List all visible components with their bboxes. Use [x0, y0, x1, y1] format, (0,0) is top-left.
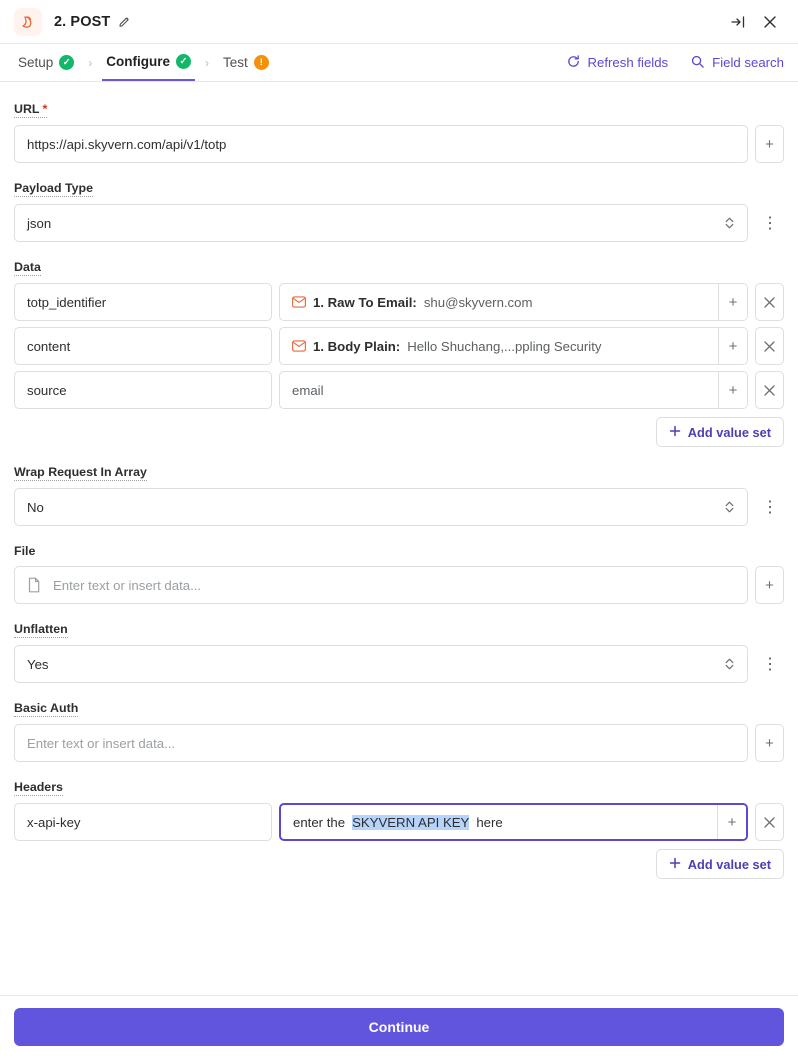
unflatten-options-menu[interactable]: ⋮ [762, 656, 778, 673]
payload-type-select[interactable] [14, 204, 748, 242]
header-insert-data-button-0[interactable]: + [717, 805, 746, 839]
wrap-request-select[interactable] [14, 488, 748, 526]
header-value-inner-0 [281, 815, 717, 830]
field-basic-auth [14, 699, 784, 762]
data-key-input-0[interactable] [14, 283, 272, 321]
expand-icon[interactable] [724, 8, 752, 36]
header-value-after-0: here [476, 814, 503, 830]
data-insert-data-button-1[interactable]: + [718, 328, 747, 364]
chevron-updown-icon [724, 215, 735, 231]
payload-type-options-menu[interactable]: ⋮ [762, 215, 778, 232]
url-required-marker: * [42, 102, 48, 116]
file-insert-data-button[interactable]: + [755, 566, 784, 604]
data-key-input-2[interactable] [14, 371, 272, 409]
headers-add-value-set-label: Add value set [687, 856, 771, 872]
wrap-request-options-menu[interactable]: ⋮ [762, 499, 778, 516]
tab-setup[interactable] [14, 44, 78, 81]
tab-configure[interactable] [102, 44, 195, 81]
data-add-value-set-button[interactable] [656, 417, 784, 447]
data-value-input-1[interactable] [279, 327, 748, 365]
payload-type-value: json [27, 215, 52, 231]
data-remove-row-button-2[interactable] [755, 371, 784, 409]
data-add-value-set-row [14, 417, 784, 447]
chevron-updown-icon [724, 656, 735, 672]
step-tabs [0, 44, 798, 82]
unflatten-value: Yes [27, 656, 49, 672]
header-value-input-0[interactable] [279, 803, 748, 841]
unflatten-select[interactable] [14, 645, 748, 683]
unflatten-row [14, 645, 784, 683]
data-value-inner-2 [280, 383, 718, 398]
data-remove-row-button-1[interactable] [755, 327, 784, 365]
file-input-placeholder: Enter text or insert data... [53, 577, 202, 593]
refresh-icon [566, 54, 581, 72]
data-insert-data-button-0[interactable]: + [718, 284, 747, 320]
field-headers [14, 778, 784, 879]
url-label [14, 102, 47, 118]
field-unflatten [14, 620, 784, 683]
headers-label: Headers [14, 780, 63, 794]
search-icon [690, 54, 705, 72]
field-payload-type [14, 179, 784, 242]
headers-add-value-set-row [14, 849, 784, 879]
payload-type-label: Payload Type [14, 181, 93, 195]
data-key-value-0: totp_identifier [27, 294, 107, 310]
headers-add-value-set-button[interactable] [656, 849, 784, 879]
tab-test-status-badge: ! [254, 55, 269, 70]
wrap-request-row [14, 488, 784, 526]
data-key-value-1: content [27, 338, 71, 354]
basic-auth-insert-data-button[interactable]: + [755, 724, 784, 762]
data-value-text-0: shu@skyvern.com [423, 294, 533, 310]
data-value-input-2[interactable] [279, 371, 748, 409]
data-label: Data [14, 260, 41, 274]
edit-title-icon[interactable] [118, 15, 132, 29]
tab-test[interactable] [219, 44, 273, 81]
plus-icon [669, 857, 681, 872]
data-value-prefix-1: 1. Body Plain: [313, 338, 401, 354]
step-separator: › [205, 55, 210, 70]
basic-auth-label: Basic Auth [14, 701, 79, 715]
data-value-inner-0 [280, 295, 718, 310]
step-separator: › [88, 55, 93, 70]
url-insert-data-button[interactable]: + [755, 125, 784, 163]
tab-configure-label: Configure [106, 54, 171, 69]
header-value-before-0: enter the [293, 814, 346, 830]
close-icon[interactable] [756, 8, 784, 36]
app-logo-icon [14, 8, 42, 36]
table-row [14, 371, 784, 409]
url-label-text: URL [14, 102, 40, 116]
table-row [14, 803, 784, 841]
chevron-updown-icon [724, 499, 735, 515]
header-key-input-0[interactable] [14, 803, 272, 841]
header-key-value-0: x-api-key [27, 814, 81, 830]
field-search-button[interactable] [690, 54, 784, 72]
refresh-fields-button[interactable] [566, 54, 669, 72]
header-value-selected-text-0: SKYVERN API KEY [352, 814, 470, 830]
window-titlebar [0, 0, 798, 44]
file-input-row [14, 566, 784, 604]
refresh-fields-label: Refresh fields [587, 55, 669, 70]
data-value-input-0[interactable] [279, 283, 748, 321]
header-remove-row-button-0[interactable] [755, 803, 784, 841]
field-url [14, 100, 784, 163]
basic-auth-row [14, 724, 784, 762]
tab-setup-label: Setup [18, 55, 54, 70]
email-icon [292, 340, 306, 352]
continue-button[interactable]: Continue [14, 1008, 784, 1046]
url-input-value: https://api.skyvern.com/api/v1/totp [27, 136, 227, 152]
field-search-label: Field search [712, 55, 784, 70]
email-icon [292, 296, 306, 308]
basic-auth-placeholder: Enter text or insert data... [27, 735, 176, 751]
tab-setup-status-badge: ✓ [59, 55, 74, 70]
file-input[interactable] [14, 566, 748, 604]
basic-auth-input[interactable] [14, 724, 748, 762]
wrap-request-label: Wrap Request In Array [14, 465, 147, 479]
file-label: File [14, 544, 36, 558]
data-value-text-1: Hello Shuchang,...ppling Security [407, 338, 602, 354]
page-title: 2. POST [54, 13, 111, 30]
footer-bar [0, 995, 798, 1058]
payload-type-row [14, 204, 784, 242]
data-add-value-set-label: Add value set [687, 424, 771, 440]
data-insert-data-button-2[interactable]: + [718, 372, 747, 408]
field-wrap-request-in-array [14, 463, 784, 526]
data-remove-row-button-0[interactable] [755, 283, 784, 321]
field-data [14, 258, 784, 447]
data-value-inner-1 [280, 339, 718, 354]
table-row [14, 283, 784, 321]
unflatten-label: Unflatten [14, 622, 68, 636]
document-icon [15, 577, 41, 593]
configure-form [0, 82, 798, 1040]
url-input[interactable] [14, 125, 748, 163]
data-key-value-2: source [27, 382, 67, 398]
data-key-input-1[interactable] [14, 327, 272, 365]
wrap-request-value: No [27, 499, 44, 515]
tab-configure-status-badge: ✓ [176, 54, 191, 69]
steps-actions [566, 44, 784, 81]
table-row [14, 327, 784, 365]
tab-test-label: Test [223, 55, 248, 70]
url-input-row [14, 125, 784, 163]
plus-icon [669, 425, 681, 440]
data-value-text-2: email [292, 382, 324, 398]
field-file [14, 542, 784, 604]
data-value-prefix-0: 1. Raw To Email: [313, 294, 417, 310]
